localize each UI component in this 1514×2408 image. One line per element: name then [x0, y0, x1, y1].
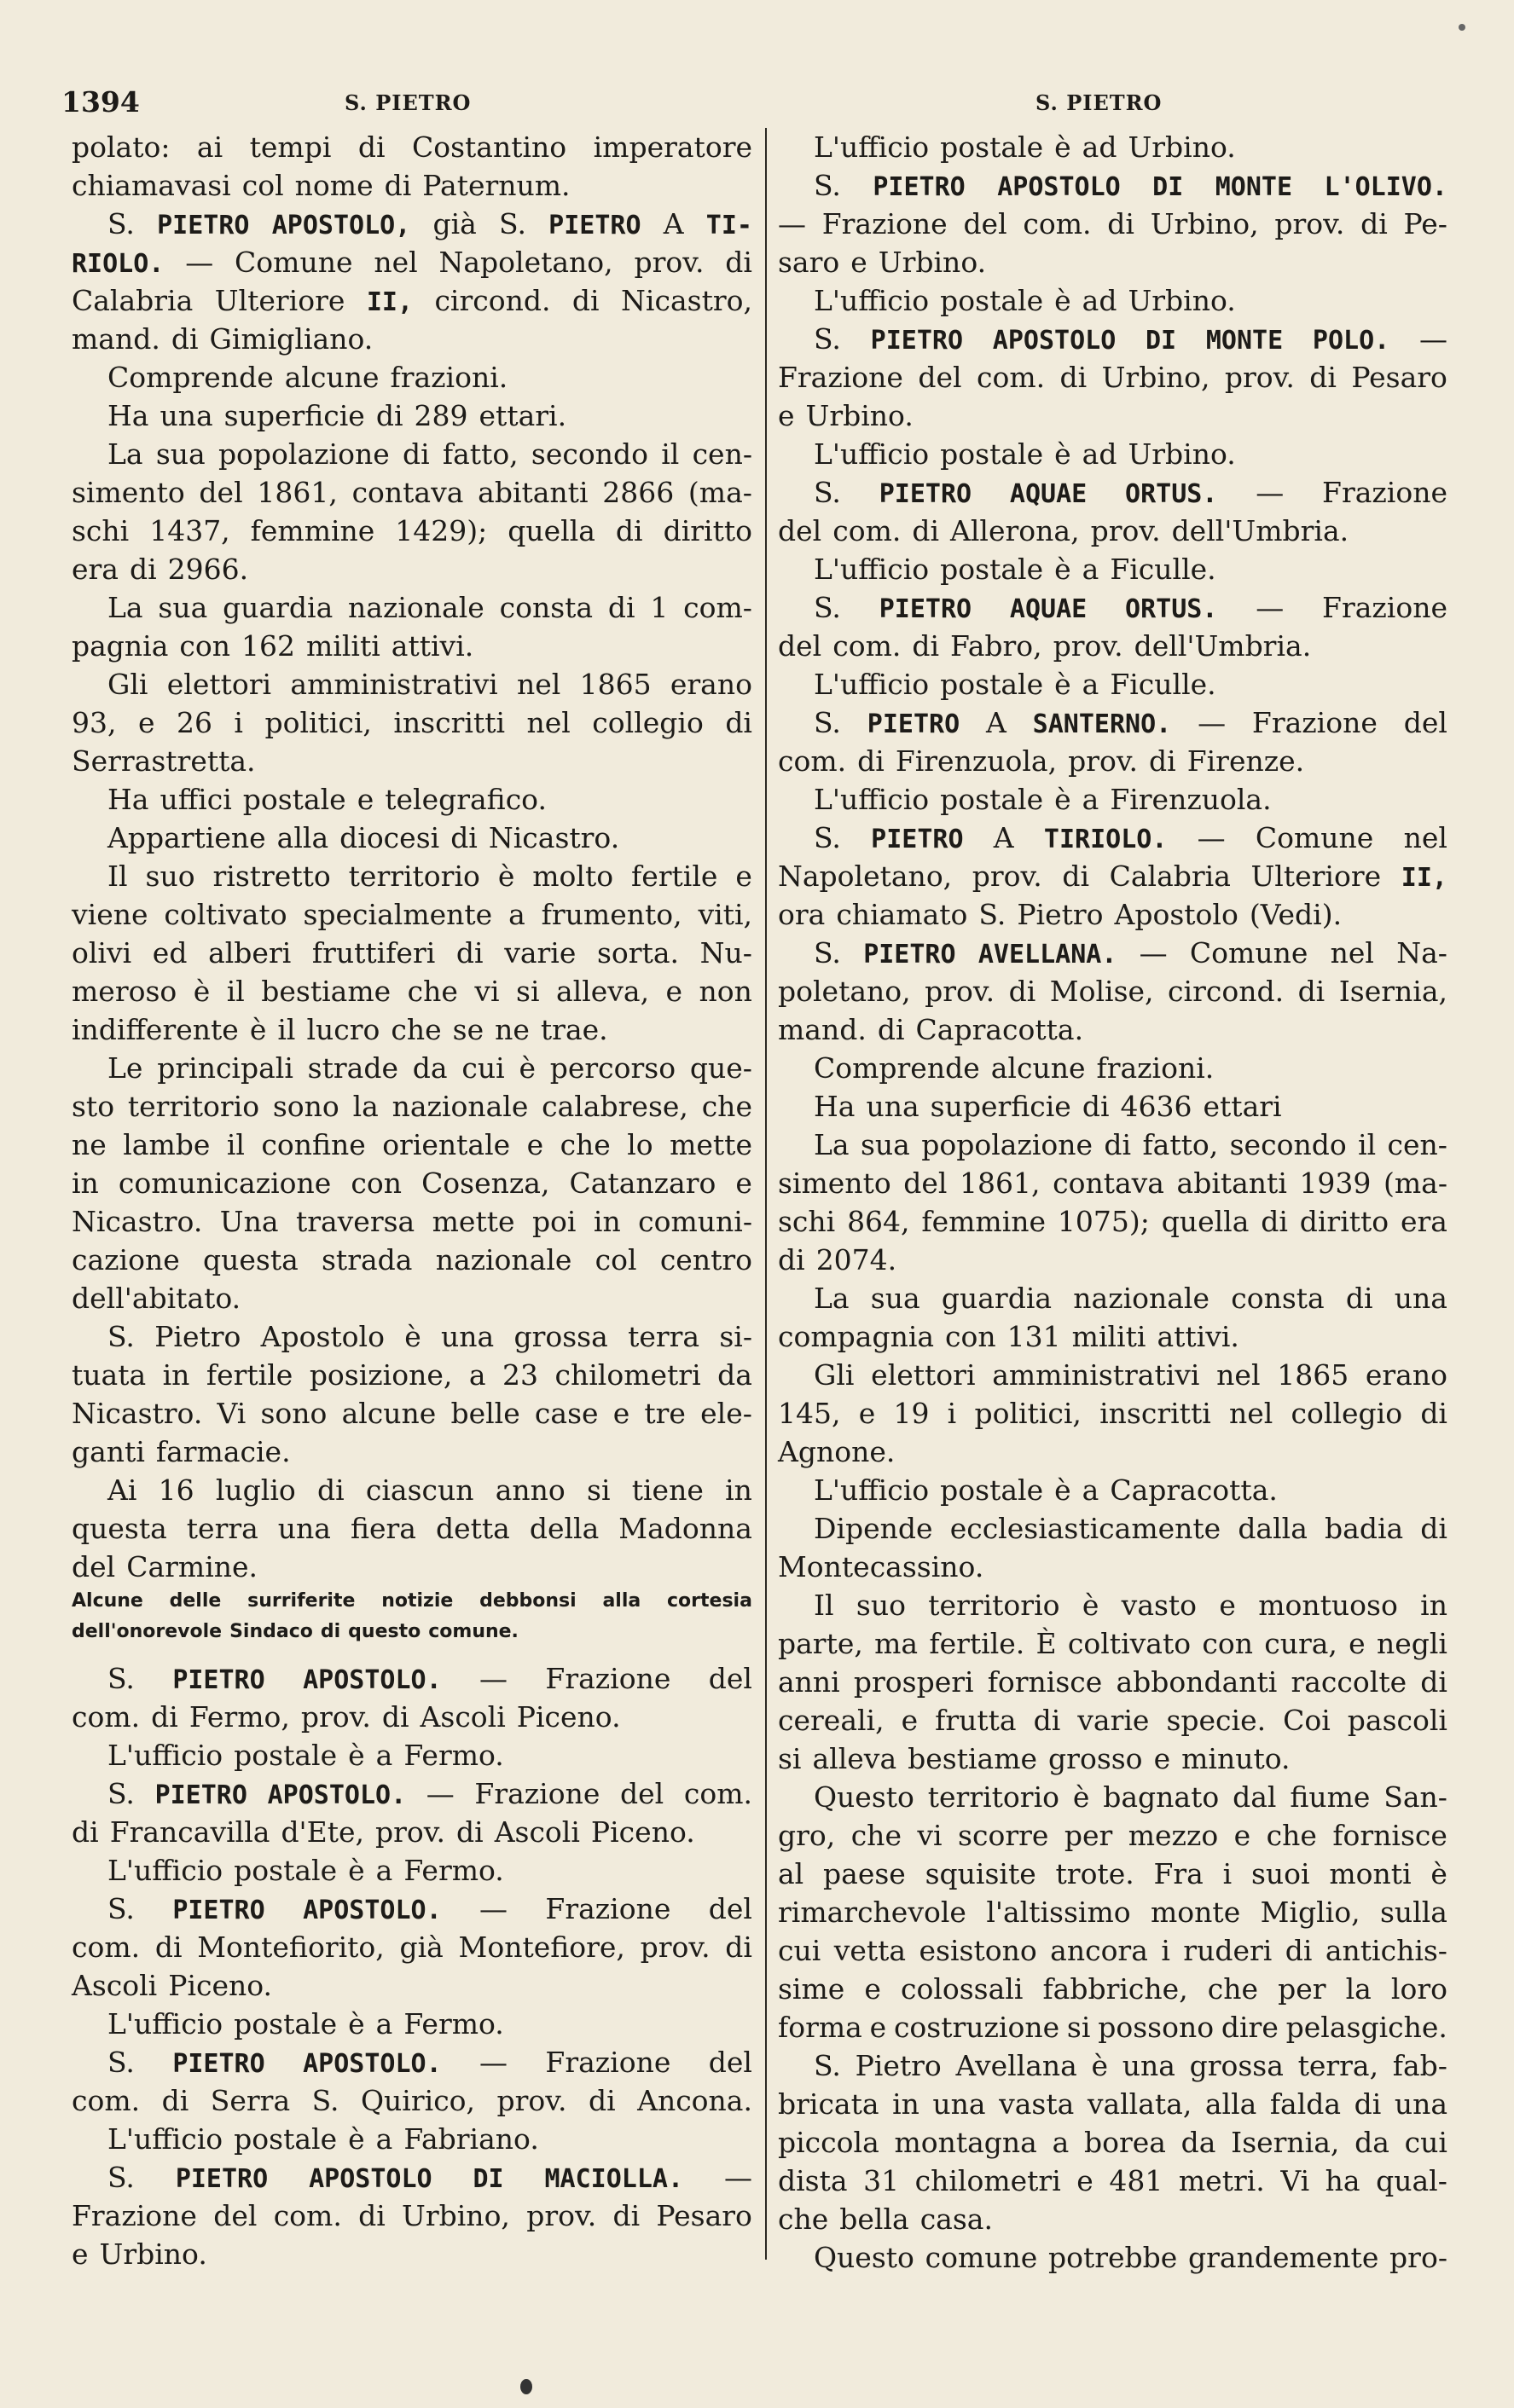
text-line: indifferente è il lucro che se ne trae.	[72, 1013, 608, 1046]
text-line: RIOLO. — Comune nel Napoletano, prov. di	[72, 246, 752, 279]
text-line: Comprende alcune frazioni.	[107, 361, 508, 394]
text-line: Ha uffici postale e telegrafico.	[107, 783, 547, 816]
text-line: S. PIETRO APOSTOLO DI MONTE POLO. —	[814, 322, 1447, 356]
column-rule	[765, 128, 767, 2260]
text-line: S. PIETRO AQUAE ORTUS. — Frazione	[814, 476, 1447, 509]
running-header-left: S. PIETRO	[345, 90, 472, 115]
text-line: del Carmine.	[72, 1550, 258, 1583]
text-line: e Urbino.	[72, 2237, 207, 2271]
text-line: S. PIETRO APOSTOLO. — Frazione del	[107, 2046, 752, 2079]
text-line: questa terra una fiera detta della Madonna	[72, 1512, 752, 1545]
text-line: L'ufficio postale è a Ficulle.	[814, 668, 1216, 701]
text-line: Gli elettori amministrativi nel 1865 erano	[107, 668, 752, 701]
text-line: Calabria Ulteriore II, circond. di Nicastro,	[72, 284, 752, 317]
text-line: sime e colossali fabbriche, che per la loro	[778, 1972, 1447, 2006]
text-line: La sua guardia nazionale consta di 1 com-	[107, 591, 752, 624]
left-column	[72, 128, 752, 2273]
text-line: mand. di Gimigliano.	[72, 322, 374, 356]
text-line: era di 2966.	[72, 553, 249, 586]
text-line: dell'abitato.	[72, 1282, 241, 1315]
text-line: Ascoli Piceno.	[72, 1969, 273, 2002]
text-line: Napoletano, prov. di Calabria Ulteriore II,	[778, 860, 1447, 893]
text-line: S. PIETRO APOSTOLO. — Frazione del	[107, 1892, 752, 1925]
text-line: Ha una superficie di 4636 ettari	[814, 1090, 1282, 1123]
text-line: Serrastretta.	[72, 744, 256, 778]
text-line: S. PIETRO AVELLANA. — Comune nel Na-	[814, 936, 1447, 970]
text-line: che bella casa.	[778, 2203, 993, 2236]
text-line: S. PIETRO APOSTOLO. — Frazione del	[107, 1662, 752, 1695]
text-line: ganti farmacie.	[72, 1435, 291, 1468]
text-line: polato: ai tempi di Costantino imperatore	[72, 130, 752, 164]
text-line: e Urbino.	[778, 399, 914, 432]
text-line: S. PIETRO APOSTOLO DI MACIOLLA. —	[107, 2161, 752, 2194]
text-line: cereali, e frutta di varie specie. Coi pascoli	[778, 1704, 1447, 1737]
text-line: olivi ed alberi fruttiferi di varie sorta. Nu-	[72, 936, 752, 970]
text-line: di Francavilla d'Ete, prov. di Ascoli Piceno.	[72, 1815, 695, 1849]
text-line: Le principali strade da cui è percorso que-	[107, 1051, 752, 1085]
text-line: in comunicazione con Cosenza, Catanzaro e	[72, 1166, 752, 1200]
text-line: cui vetta esistono ancora i ruderi di antichis-	[778, 1934, 1447, 1967]
text-line: tuata in fertile posizione, a 23 chilometri da	[72, 1358, 752, 1392]
text-line: S. PIETRO APOSTOLO, già S. PIETRO A TI-	[107, 207, 752, 240]
right-column	[778, 128, 1447, 2277]
text-line: Gli elettori amministrativi nel 1865 erano	[814, 1358, 1447, 1392]
text-line: com. di Serra S. Quirico, prov. di Ancona.	[72, 2084, 752, 2117]
text-line: rimarchevole l'altissimo monte Miglio, sulla	[778, 1896, 1447, 1929]
text-line: Nicastro. Vi sono alcune belle case e tre ele-	[72, 1397, 752, 1430]
text-line: S. PIETRO APOSTOLO DI MONTE L'OLIVO.	[814, 169, 1447, 202]
text-line: L'ufficio postale è a Firenzuola.	[814, 783, 1272, 816]
text-line: anni prosperi fornisce abbondanti raccolte di	[778, 1665, 1447, 1699]
text-line: pagnia con 162 militi attivi.	[72, 629, 474, 663]
running-header-right: S. PIETRO	[1035, 90, 1163, 115]
text-line: meroso è il bestiame che vi si alleva, e non	[72, 975, 752, 1008]
page-number: 1394	[61, 85, 140, 119]
text-line: L'ufficio postale è a Fermo.	[107, 1854, 504, 1887]
text-line: L'ufficio postale è a Fermo.	[107, 1739, 504, 1772]
text-line: La sua guardia nazionale consta di una	[814, 1282, 1447, 1315]
text-line: del com. di Fabro, prov. dell'Umbria.	[778, 629, 1312, 663]
text-line: L'ufficio postale è ad Urbino.	[814, 437, 1236, 471]
text-line: com. di Montefiorito, già Montefiore, prov. di	[72, 1930, 752, 1964]
text-line: S. PIETRO APOSTOLO. — Frazione del com.	[107, 1777, 752, 1810]
spacer	[72, 1647, 752, 1659]
text-line: Questo comune potrebbe grandemente pro-	[814, 2241, 1447, 2274]
text-line: parte, ma fertile. È coltivato con cura, e negli	[778, 1627, 1447, 1660]
text-line: cazione questa strada nazionale col centro	[72, 1243, 752, 1276]
text-line: S. PIETRO A SANTERNO. — Frazione del	[814, 706, 1447, 739]
text-line: S. Pietro Apostolo è una grossa terra si-	[107, 1320, 752, 1353]
text-line: L'ufficio postale è ad Urbino.	[814, 284, 1236, 317]
text-line: L'ufficio postale è a Ficulle.	[814, 553, 1216, 586]
text-line: L'ufficio postale è a Fabriano.	[107, 2122, 539, 2156]
text-line: L'ufficio postale è ad Urbino.	[814, 130, 1236, 164]
text-line: mand. di Capracotta.	[778, 1013, 1084, 1046]
footnote-line: Alcune delle surriferite notizie debbonsi alla cortesia	[72, 1590, 752, 1612]
text-line: saro e Urbino.	[778, 246, 987, 279]
text-line: al paese squisite trote. Fra i suoi monti è	[778, 1857, 1447, 1890]
text-line: Questo territorio è bagnato dal fiume San-	[814, 1780, 1447, 1814]
text-line: com. di Fermo, prov. di Ascoli Piceno.	[72, 1700, 621, 1734]
text-line: schi 1437, femmine 1429); quella di diritto	[72, 514, 752, 547]
text-line: 93, e 26 i politici, inscritti nel collegio di	[72, 706, 752, 739]
text-line: bricata in una vasta vallata, alla falda di una	[778, 2087, 1447, 2121]
text-line: Ai 16 luglio di ciascun anno si tiene in	[107, 1473, 752, 1507]
text-line: gro, che vi scorre per mezzo e che fornisce	[778, 1819, 1447, 1852]
ink-dot	[1459, 24, 1465, 31]
text-line: viene coltivato specialmente a frumento, viti,	[72, 898, 752, 931]
text-line: Montecassino.	[778, 1550, 984, 1583]
text-line: schi 864, femmine 1075); quella di diritto era	[778, 1205, 1447, 1238]
text-line: di 2074.	[778, 1243, 897, 1276]
text-line: Dipende ecclesiasticamente dalla badia di	[814, 1512, 1447, 1545]
text-line: Ha una superficie di 289 ettari.	[107, 399, 567, 432]
text-line: — Frazione del com. di Urbino, prov. di Pe-	[778, 207, 1447, 240]
text-line: L'ufficio postale è a Capracotta.	[814, 1473, 1278, 1507]
text-line: S. PIETRO A TIRIOLO. — Comune nel	[814, 821, 1447, 854]
text-line: sto territorio sono la nazionale calabrese, che	[72, 1090, 752, 1123]
footnote-line: dell'onorevole Sindaco di questo comune.	[72, 1621, 519, 1642]
text-line: com. di Firenzuola, prov. di Firenze.	[778, 744, 1305, 778]
text-line: compagnia con 131 militi attivi.	[778, 1320, 1239, 1353]
text-line: forma e costruzione si possono dire pelasgiche.	[778, 2011, 1447, 2044]
text-line: La sua popolazione di fatto, secondo il cen-	[814, 1128, 1447, 1161]
text-line: piccola montagna a borea da Isernia, da cui	[778, 2126, 1447, 2159]
text-line: La sua popolazione di fatto, secondo il cen-	[107, 437, 752, 471]
ink-dot	[520, 2379, 532, 2394]
text-line: Agnone.	[778, 1435, 896, 1468]
text-line: Comprende alcune frazioni.	[814, 1051, 1215, 1085]
text-line: Frazione del com. di Urbino, prov. di Pesaro	[72, 2199, 752, 2232]
text-line: Nicastro. Una traversa mette poi in comuni-	[72, 1205, 752, 1238]
text-line: Frazione del com. di Urbino, prov. di Pesaro	[778, 361, 1447, 394]
text-line: poletano, prov. di Molise, circond. di Isernia,	[778, 975, 1447, 1008]
text-line: 145, e 19 i politici, inscritti nel collegio di	[778, 1397, 1447, 1430]
text-line: S. PIETRO AQUAE ORTUS. — Frazione	[814, 591, 1447, 624]
text-line: simento del 1861, contava abitanti 1939 (ma-	[778, 1166, 1447, 1200]
text-line: ora chiamato S. Pietro Apostolo (Vedi).	[778, 898, 1343, 931]
text-line: Appartiene alla diocesi di Nicastro.	[107, 821, 620, 854]
text-line: si alleva bestiame grosso e minuto.	[778, 1742, 1291, 1775]
text-line: Il suo territorio è vasto e montuoso in	[814, 1589, 1447, 1622]
text-line: chiamavasi col nome di Paternum.	[72, 169, 571, 202]
text-line: Il suo ristretto territorio è molto fertile e	[107, 860, 752, 893]
text-line: del com. di Allerona, prov. dell'Umbria.	[778, 514, 1349, 547]
text-line: ne lambe il confine orientale e che lo mette	[72, 1128, 752, 1161]
text-line: L'ufficio postale è a Fermo.	[107, 2007, 504, 2040]
text-line: dista 31 chilometri e 481 metri. Vi ha qual-	[778, 2164, 1447, 2197]
text-line: simento del 1861, contava abitanti 2866 (ma-	[72, 476, 752, 509]
text-line: S. Pietro Avellana è una grossa terra, fab-	[814, 2049, 1447, 2082]
